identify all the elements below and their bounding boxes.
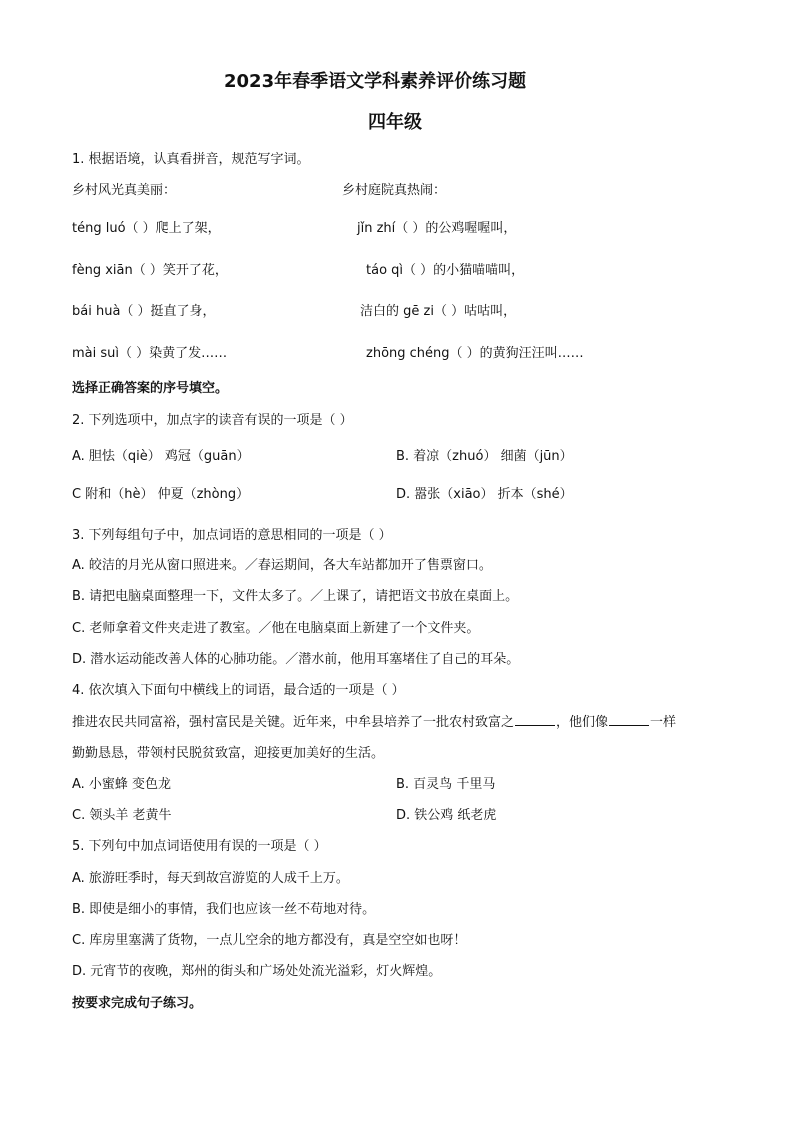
q3-option-c: C. 老师拿着文件夹走进了教室。／他在电脑桌面上新建了一个文件夹。: [72, 621, 480, 636]
section-heading-choice: 选择正确答案的序号填空。: [72, 381, 229, 396]
q5-option-c: C. 库房里塞满了货物，一点儿空余的地方都没有，真是空空如也呀！: [72, 933, 467, 948]
q1-stem: 1. 根据语境，认真看拼音，规范写字词。: [72, 152, 310, 167]
q2-option-a: A. 胆怯（qiè） 鸡冠（guān）: [72, 449, 250, 464]
q3-option-b: B. 请把电脑桌面整理一下，文件太多了。／上课了，请把语文书放在桌面上。: [72, 589, 519, 604]
q1-row-left: téng luó（ ）爬上了架，: [72, 221, 221, 236]
q2-stem: 2. 下列选项中，加点字的读音有误的一项是（ ）: [72, 413, 353, 428]
q1-row-right: jǐn zhí（ ）的公鸡喔喔叫，: [357, 221, 517, 236]
q1-row-left: fèng xiān（ ）笑开了花，: [72, 263, 228, 278]
q4-passage-line2: 勤勤恳恳，带领村民脱贫致富，迎接更加美好的生活。: [72, 746, 385, 761]
fill-blank: [515, 713, 555, 726]
q4-option-c: C. 领头羊 老黄牛: [72, 808, 172, 823]
grade-heading: 四年级: [368, 112, 422, 133]
q2-option-c: C 附和（hè） 仲夏（zhòng）: [72, 487, 250, 502]
fill-blank: [609, 713, 649, 726]
q2-option-b: B. 着凉（zhuó） 细菌（jūn）: [396, 449, 573, 464]
q4-option-d: D. 铁公鸡 纸老虎: [396, 808, 497, 823]
q4-option-b: B. 百灵鸟 千里马: [396, 777, 496, 792]
q4-option-a: A. 小蜜蜂 变色龙: [72, 777, 172, 792]
q1-row-left: bái huà（ ）挺直了身，: [72, 304, 216, 319]
q1-left-heading: 乡村风光真美丽：: [72, 183, 177, 198]
q1-row-left: mài suì（ ）染黄了发……: [72, 346, 228, 361]
q2-option-d: D. 嚣张（xiāo） 折本（shé）: [396, 487, 573, 502]
q4-passage-line1: [72, 713, 676, 732]
q4-stem: 4. 依次填入下面句中横线上的词语，最合适的一项是（ ）: [72, 683, 405, 698]
q3-option-a: A. 皎洁的月光从窗口照进来。／春运期间，各大车站都加开了售票窗口。: [72, 558, 492, 573]
q4-passage-part: 推进农民共同富裕，强村富民是关键。近年来，中牟县培养了一批农村致富之: [72, 715, 515, 730]
section-heading-sentence: 按要求完成句子练习。: [72, 996, 203, 1011]
q1-row-right: zhōng chéng（ ）的黄狗汪汪叫……: [366, 346, 584, 361]
q5-option-d: D. 元宵节的夜晚，郑州的街头和广场处处流光溢彩，灯火辉煌。: [72, 964, 442, 979]
q3-option-d: D. 潜水运动能改善人体的心肺功能。／潜水前，他用耳塞堵住了自己的耳朵。: [72, 652, 520, 667]
q4-passage-part: 一样: [650, 715, 677, 730]
q3-stem: 3. 下列每组句子中，加点词语的意思相同的一项是（ ）: [72, 528, 392, 543]
q4-passage-part: ，他们像: [556, 715, 609, 730]
q1-right-heading: 乡村庭院真热闹：: [342, 183, 447, 198]
q1-row-right: 洁白的 gē zi（ ）咕咕叫，: [360, 304, 517, 319]
q5-option-b: B. 即使是细小的事情，我们也应该一丝不苟地对待。: [72, 902, 376, 917]
q1-row-right: táo qì（ ）的小猫喵喵叫，: [366, 263, 525, 278]
q5-option-a: A. 旅游旺季时，每天到故宫游览的人成千上万。: [72, 871, 349, 886]
document-title: 2023年春季语文学科素养评价练习题: [224, 71, 527, 92]
q5-stem: 5. 下列句中加点词语使用有误的一项是（ ）: [72, 839, 327, 854]
